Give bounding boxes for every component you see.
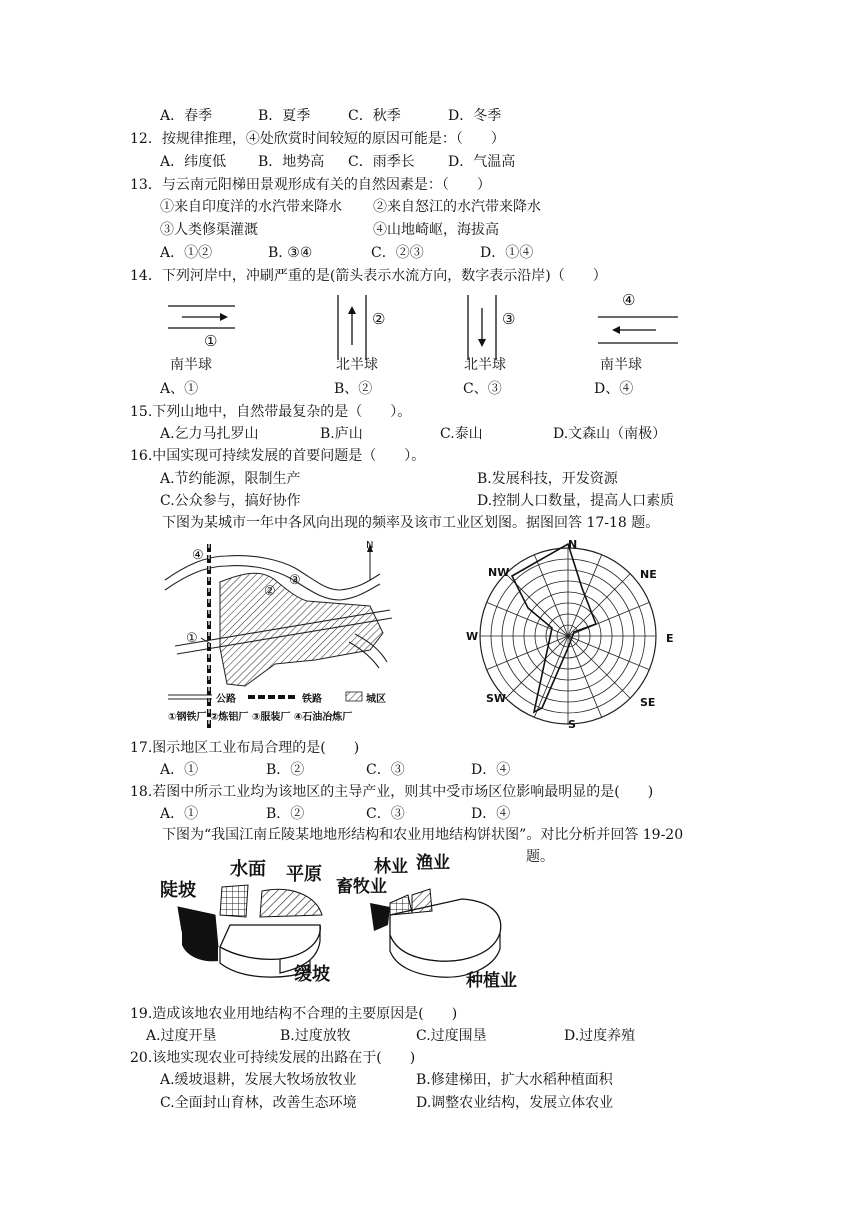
q18-option-b: B．②: [266, 806, 305, 822]
river-caption-1: 南半球: [170, 357, 212, 373]
q12-option-a: A．纬度低: [160, 154, 227, 170]
q20-stem: 20.该地实现农业可持续发展的出路在于( ): [130, 1050, 416, 1066]
q13-option-c: C．②③: [371, 245, 424, 261]
q15-option-d: D.文森山（南极）: [553, 426, 667, 442]
river-panel-3: [468, 295, 496, 360]
q14-option-c: C、③: [463, 381, 502, 397]
q13-item-2: ②来自怒江的水汽带来降水: [373, 199, 541, 215]
bank-number-2: ②: [372, 310, 386, 328]
q15-stem: 15.下列山地中，自然带最复杂的是（ ）。: [130, 404, 412, 420]
pie-label-plain: 平原: [286, 864, 322, 885]
wind-dir-s: S: [568, 718, 576, 731]
q13-stem: 13．与云南元阳梯田景观形成有关的自然因素是：（ ）: [130, 177, 491, 193]
map-marker-3: ③: [289, 573, 301, 588]
q14-option-b: B、②: [334, 381, 373, 397]
q13-item-3: ③人类修渠灌溉: [160, 222, 258, 238]
q19-option-a: A.过度开垦: [146, 1028, 217, 1044]
q18-option-a: A．①: [160, 806, 199, 822]
q17-option-c: C．③: [366, 762, 405, 778]
q18-option-c: C．③: [366, 806, 405, 822]
q15-option-a: A.乞力马扎罗山: [160, 426, 259, 442]
legend-road: 公路: [216, 694, 236, 705]
q19-stem: 19.造成该地农业用地结构不合理的主要原因是( ): [130, 1006, 458, 1022]
river-caption-4: 南半球: [600, 357, 642, 373]
map-marker-1: ①: [186, 631, 198, 646]
q12-option-b: B．地势高: [258, 154, 325, 170]
wind-dir-sw: SW: [486, 692, 507, 705]
pie-label-steep-slope: 陡坡: [160, 880, 196, 901]
north-label: N: [366, 540, 374, 551]
bank-number-3: ③: [502, 310, 516, 328]
q11-option-c: C．秋季: [348, 108, 401, 124]
q18-option-d: D．④: [471, 806, 511, 822]
wind-dir-se: SE: [640, 696, 656, 709]
legend-railway: 铁路: [302, 694, 322, 705]
pie-label-water: 水面: [230, 859, 266, 880]
wind-dir-n: N: [568, 538, 578, 551]
map-marker-2: ②: [264, 584, 276, 599]
bank-number-4: ④: [622, 291, 636, 309]
q11-option-b: B．夏季: [258, 108, 311, 124]
q20-option-b: B.修建梯田，扩大水稻种植面积: [416, 1072, 613, 1088]
q20-option-c: C.全面封山育林，改善生态环境: [160, 1095, 357, 1111]
wind-dir-ne: NE: [640, 568, 657, 581]
q14-option-a: A、①: [160, 381, 199, 397]
q14-stem: 14．下列河岸中，冲刷严重的是(箭头表示水流方向，数字表示沿岸)（ ）: [130, 268, 607, 284]
urban-area: [220, 573, 383, 686]
pie-label-fishery: 渔业: [416, 853, 450, 873]
pie-label-livestock: 畜牧业: [336, 877, 387, 897]
q17-stem: 17.图示地区工业布局合理的是( ): [130, 740, 360, 756]
pie-label-farming: 种植业: [466, 971, 517, 991]
intro-17-18: 下图为某城市一年中各风向出现的频率及该市工业区划图。据图回答 17-18 题。: [162, 515, 660, 531]
bank-number-1: ①: [204, 332, 218, 350]
q15-option-b: B.庐山: [320, 426, 363, 442]
q18-stem: 18.若图中所示工业均为该地区的主导产业，则其中受市场区位影响最明显的是( ): [130, 784, 654, 800]
q13-item-4: ④山地崎岖，海拔高: [373, 222, 499, 238]
q13-option-d: D．①④: [480, 245, 534, 261]
legend-urban: 城区: [366, 694, 386, 705]
q19-option-d: D.过度养殖: [564, 1028, 636, 1044]
river-bank-figure: [160, 290, 700, 362]
q11-option-a: A．春季: [160, 108, 213, 124]
q16-option-c: C.公众参与，搞好协作: [160, 493, 301, 509]
wind-dir-nw: NW: [488, 566, 510, 579]
wind-dir-e: E: [666, 632, 674, 645]
wind-dir-w: W: [466, 630, 479, 643]
q19-option-b: B.过度放牧: [280, 1028, 351, 1044]
river-caption-2: 北半球: [336, 357, 378, 373]
river-caption-3: 北半球: [464, 357, 506, 373]
q20-option-a: A.缓坡退耕，发展大牧场放牧业: [160, 1072, 357, 1088]
q13-option-a: A．①②: [160, 245, 213, 261]
legend-factories: ①钢铁厂 ②炼铝厂 ③服装厂 ④石油冶炼厂: [168, 712, 353, 723]
pie-label-forestry: 林业: [374, 857, 408, 877]
q12-option-d: D．气温高: [448, 154, 516, 170]
q12-stem: 12．按规律推理，④处欣赏时间较短的原因可能是：（ ）: [130, 131, 505, 147]
river-panel-2: [338, 295, 366, 360]
q16-stem: 16.中国实现可持续发展的首要问题是（ ）。: [130, 448, 426, 464]
q20-option-d: D.调整农业结构，发展立体农业: [416, 1095, 614, 1111]
q19-option-c: C.过度围垦: [416, 1028, 487, 1044]
q13-option-b: B. ③④: [268, 245, 313, 261]
map-marker-4: ④: [192, 548, 204, 563]
q16-option-b: B.发展科技，开发资源: [477, 471, 618, 487]
q17-option-a: A．①: [160, 762, 199, 778]
q12-option-c: C．雨季长: [348, 154, 415, 170]
pie-label-gentle-slope: 缓坡: [294, 964, 330, 985]
q11-option-d: D．冬季: [448, 108, 502, 124]
intro-19-20-cont: 题。: [526, 849, 554, 865]
q13-item-1: ①来自印度洋的水汽带来降水: [160, 199, 342, 215]
q16-option-a: A.节约能源，限制生产: [160, 471, 301, 487]
q17-option-b: B．②: [266, 762, 305, 778]
river-panel-4: [598, 317, 678, 343]
q17-option-d: D．④: [471, 762, 511, 778]
intro-19-20: 下图为“我国江南丘陵某地地形结构和农业用地结构饼状图”。对比分析并回答 19-20: [162, 827, 684, 843]
q16-option-d: D.控制人口数量，提高人口素质: [477, 493, 675, 509]
river-panel-1: [168, 306, 235, 328]
q14-option-d: D、④: [594, 381, 634, 397]
q15-option-c: C.泰山: [440, 426, 483, 442]
